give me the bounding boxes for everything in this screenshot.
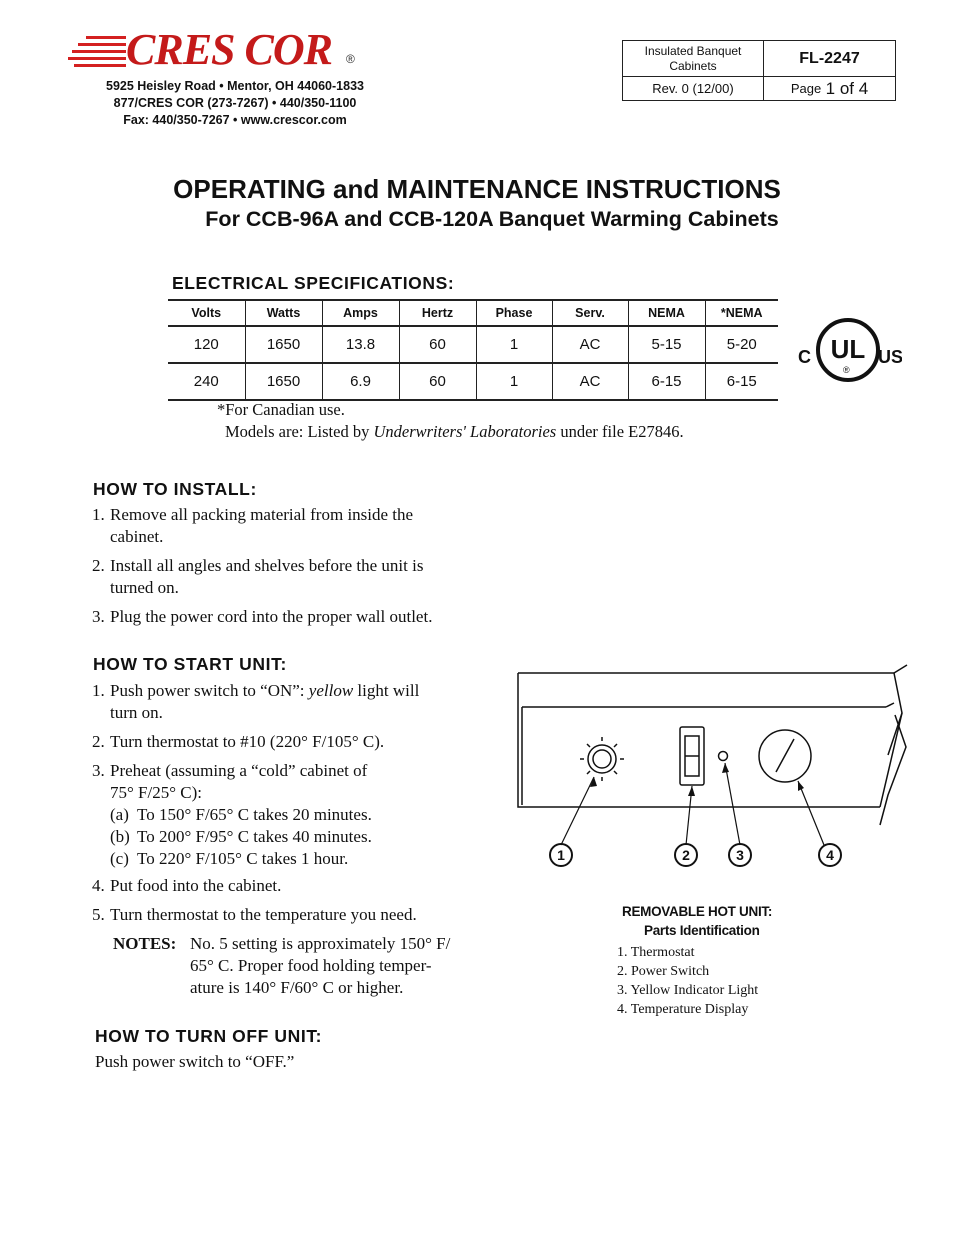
temperature-display-icon	[759, 730, 811, 782]
table-cell: AC	[552, 326, 628, 363]
table-cell: 1650	[245, 363, 322, 400]
table-cell: AC	[552, 363, 628, 400]
company-fax-web: Fax: 440/350-7267 • www.crescor.com	[123, 113, 347, 127]
table-cell: 13.8	[322, 326, 399, 363]
turnoff-heading: HOW TO TURN OFF UNIT:	[95, 1026, 323, 1046]
list-item: 3. Plug the power cord into the proper wall outlet.	[92, 607, 433, 626]
ul-reg: ®	[843, 365, 850, 375]
table-cell: 1	[476, 326, 552, 363]
part-item: 3. Yellow Indicator Light	[617, 983, 759, 998]
list-item: 5. Turn thermostat to the temperature you need.	[92, 905, 417, 924]
models-listing	[225, 421, 684, 443]
table-cell: 60	[399, 326, 476, 363]
document-number: FL-2247	[799, 49, 860, 67]
column-header: Phase	[476, 300, 552, 326]
electrical-specs-heading: ELECTRICAL SPECIFICATIONS:	[172, 273, 455, 293]
document-id-box	[622, 40, 896, 101]
list-item: 1. Push power switch to “ON”: yellow light will turn on.	[92, 681, 420, 722]
page-title: OPERATING and MAINTENANCE INSTRUCTIONS	[173, 174, 781, 204]
power-switch-icon	[680, 727, 704, 785]
column-header: Volts	[168, 300, 245, 326]
list-item: 2. Turn thermostat to #10 (220° F/105° C).	[92, 732, 385, 751]
table-row	[168, 326, 778, 363]
table-row	[168, 363, 778, 400]
list-item: 4. Put food into the cabinet.	[92, 876, 282, 895]
hot-unit-heading: REMOVABLE HOT UNIT:	[622, 904, 773, 919]
column-header: Serv.	[552, 300, 628, 326]
canadian-footnote: *For Canadian use.	[217, 400, 345, 419]
table-cell: 5-15	[628, 326, 705, 363]
logo-wordmark: CRES COR	[126, 25, 332, 74]
notes-block: NOTES: No. 5 setting is approximately 150° F/ 65° C. Proper food holding temper- ature is 140° F/60° C or higher.	[113, 934, 451, 997]
list-item: 2. Install all angles and shelves before the unit is turned on.	[92, 556, 424, 597]
sub-item: (b) To 200° F/95° C takes 40 minutes.	[110, 827, 372, 846]
part-item: 2. Power Switch	[617, 964, 710, 979]
table-cell: 120	[168, 326, 245, 363]
sub-item: (c) To 220° F/105° C takes 1 hour.	[110, 849, 349, 868]
company-phone: 877/CRES COR (273-7267) • 440/350-1100	[113, 96, 357, 110]
ul-listing-mark	[798, 318, 902, 382]
table-cell: 6-15	[628, 363, 705, 400]
indicator-light-icon	[719, 752, 728, 761]
revision: Rev. 0 (12/00)	[652, 81, 734, 96]
column-header: Watts	[245, 300, 322, 326]
callout-label: 4	[826, 847, 834, 863]
list-item: 1. Remove all packing material from inside the cabinet.	[92, 505, 414, 546]
table-cell: 6.9	[322, 363, 399, 400]
table-cell: 5-20	[705, 326, 778, 363]
table-cell: 6-15	[705, 363, 778, 400]
sub-item: (a) To 150° F/65° C takes 20 minutes.	[110, 805, 372, 824]
callout-label: 1	[557, 847, 565, 863]
models-ul-name: Underwriters' Laboratories	[373, 422, 557, 441]
table-cell: 1650	[245, 326, 322, 363]
ul-icon	[798, 318, 902, 382]
turnoff-text: Push power switch to “OFF.”	[95, 1052, 295, 1071]
parts-identification-heading: Parts Identification	[644, 923, 760, 938]
page-subtitle: For CCB-96A and CCB-120A Banquet Warming Cabinets	[205, 207, 779, 231]
column-header: Hertz	[399, 300, 476, 326]
electrical-specs-table	[168, 299, 778, 401]
table-cell: 60	[399, 363, 476, 400]
start-heading: HOW TO START UNIT:	[93, 654, 287, 674]
ul-letters: UL	[830, 334, 866, 364]
callout-label: 3	[736, 847, 744, 863]
column-header: Amps	[322, 300, 399, 326]
models-suffix: under file E27846.	[556, 422, 684, 441]
ul-us: US	[878, 347, 902, 367]
thermostat-icon	[580, 737, 624, 781]
column-header: *NEMA	[705, 300, 778, 326]
hot-unit-diagram	[510, 655, 910, 885]
table-header-row	[168, 300, 778, 326]
list-item: 3. Preheat (assuming a “cold” cabinet of 75° F/25° C): (a) To 150° F/65° C takes 20 minutes. (b) To 200° F/95° C takes 40 minutes. (c) To 220° F/105° C takes 1 hour.	[92, 761, 372, 868]
page-number	[764, 77, 895, 100]
install-heading: HOW TO INSTALL:	[93, 479, 257, 499]
notes-label: NOTES:	[113, 934, 177, 953]
page-prefix: Page	[790, 81, 822, 96]
company-address: 5925 Heisley Road • Mentor, OH 44060-1833	[106, 79, 364, 93]
ul-c: C	[798, 347, 811, 367]
part-item: 1. Thermostat	[617, 945, 695, 960]
page-value: 1 of 4	[825, 78, 869, 98]
callout-label: 2	[682, 847, 690, 863]
part-item: 4. Temperature Display	[617, 1002, 749, 1017]
company-logo	[68, 25, 368, 80]
column-header: NEMA	[628, 300, 705, 326]
product-label: Insulated Banquet Cabinets	[644, 43, 742, 73]
models-prefix: Models are: Listed by	[225, 422, 374, 441]
table-cell: 1	[476, 363, 552, 400]
table-cell: 240	[168, 363, 245, 400]
registered-mark: ®	[346, 52, 355, 66]
